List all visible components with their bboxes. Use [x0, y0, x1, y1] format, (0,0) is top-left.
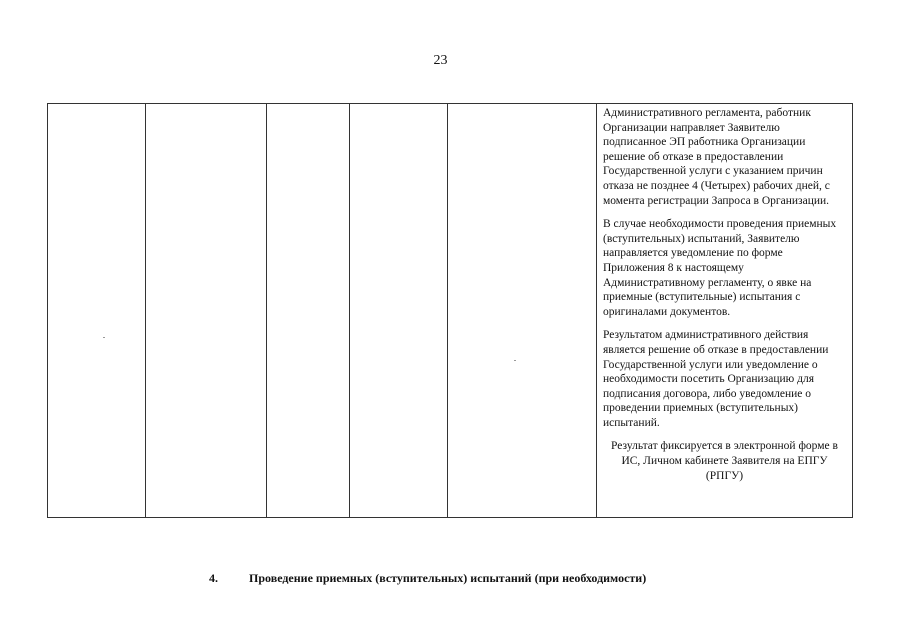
regulation-table — [47, 103, 853, 518]
scan-speck — [103, 337, 105, 338]
section-heading — [209, 571, 646, 586]
paragraph-entrance-tests-notice: В случае необходимости проведения приемных (вступительных) испытаний, Заявителю направляется уведомление по форме Приложения 8 к настоящему Административному регламенту, о явке на приемные (вступительные) испытания с оригиналами документов. — [603, 218, 837, 318]
paragraph-refusal-decision: Административного регламента, работник Организации направляет Заявителю подписанное ЭП работника Организации решение об отказе в предоставлении Государственной услуги с указанием причин отказа не позднее 4 (Четырех) рабочих дней, с момента регистрации Запроса в Организации. — [603, 107, 830, 207]
scan-speck — [514, 360, 516, 361]
table-cell-empty — [448, 104, 597, 517]
paragraph-action-result: Результатом административного действия является решение об отказе в предоставлении Государственной услуги или уведомление о необходимости посетить Организацию для подписания договора, либо уведомление о проведении приемных (вступительных) испытаний. — [603, 329, 829, 429]
paragraph-result-recording: Результат фиксируется в электронной форме в ИС, Личном кабинете Заявителя на ЕПГУ (РПГУ) — [611, 440, 838, 482]
table-cell-procedure-text — [597, 104, 852, 517]
section-number: 4. — [209, 571, 218, 585]
table-cell-empty — [48, 104, 146, 517]
section-title: Проведение приемных (вступительных) испытаний (при необходимости) — [249, 571, 647, 585]
table-cell-empty — [267, 104, 350, 517]
table-cell-empty — [350, 104, 448, 517]
table-cell-empty — [146, 104, 267, 517]
page-number: 23 — [433, 53, 448, 68]
